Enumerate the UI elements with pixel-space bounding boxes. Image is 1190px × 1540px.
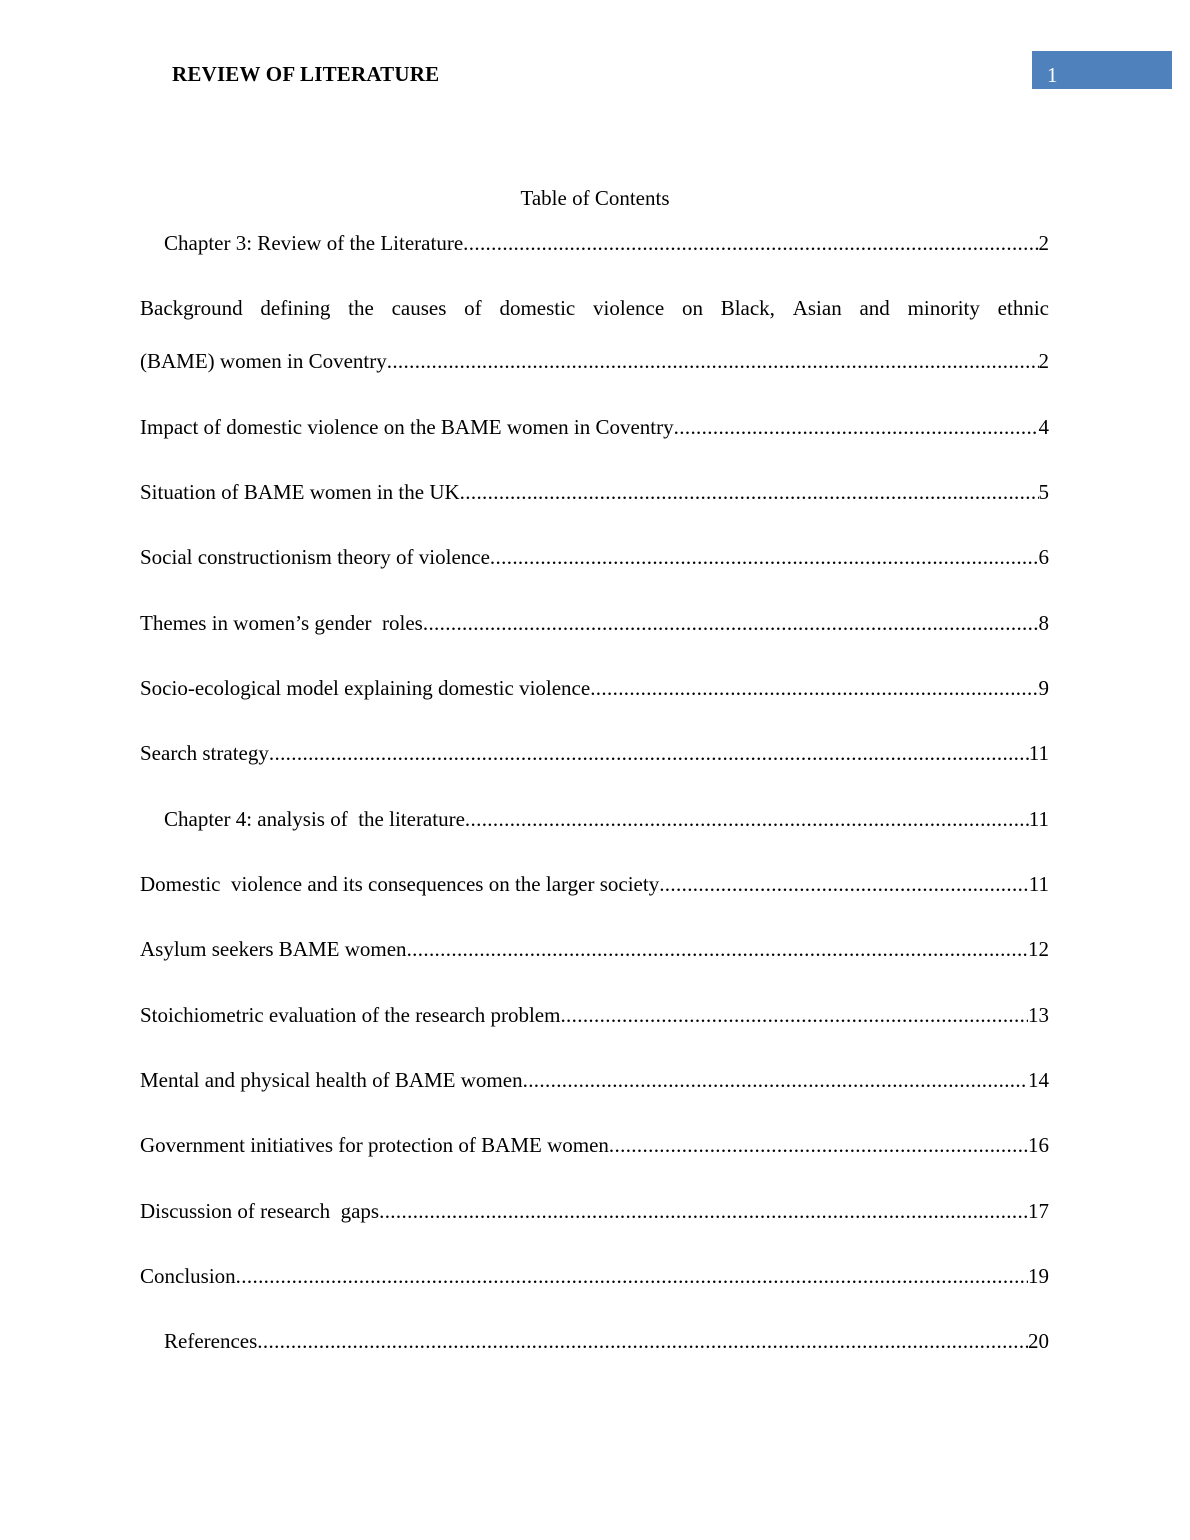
toc-entry-text: Government initiatives for protection of BAME women: [140, 1133, 609, 1157]
toc-entry-background-line2[interactable]: [140, 348, 1049, 374]
toc-entry-text: Domestic violence and its consequences on the larger society: [140, 872, 660, 896]
toc-entry-text: References: [164, 1329, 258, 1353]
toc-leader: [257, 1328, 1028, 1354]
toc-entry-text: Discussion of research gaps: [140, 1199, 380, 1223]
toc-entry-page: 2: [1038, 231, 1049, 255]
toc-entry-text: Social constructionism theory of violence: [140, 545, 490, 569]
toc-entry-page: 12: [1028, 937, 1049, 961]
toc-entry-chapter-3[interactable]: [164, 230, 1049, 256]
toc-entry-references[interactable]: [164, 1328, 1049, 1354]
page-number-box: [1032, 51, 1172, 89]
toc-entry-socio-ecological[interactable]: [140, 675, 1049, 701]
toc-word: and: [859, 296, 890, 320]
toc-entry-text: Situation of BAME women in the UK: [140, 480, 460, 504]
toc-entry-page: 16: [1028, 1133, 1049, 1157]
toc-leader: [465, 806, 1029, 832]
toc-entry-text: Chapter 3: Review of the Literature: [164, 231, 464, 255]
toc-word: Background: [140, 296, 243, 320]
toc-leader: [659, 871, 1029, 897]
toc-word: of: [464, 296, 482, 320]
toc-leader: [379, 1198, 1028, 1224]
toc-entry-page: 4: [1038, 415, 1049, 439]
toc-entry-impact[interactable]: [140, 414, 1049, 440]
toc-leader: [609, 1132, 1028, 1158]
toc-entry-asylum-seekers[interactable]: [140, 936, 1049, 962]
toc-entry-background-line1[interactable]: [140, 295, 1049, 321]
toc-entry-chapter-4[interactable]: [164, 806, 1049, 832]
toc-entry-text: Conclusion: [140, 1264, 236, 1288]
toc-entry-text: Asylum seekers BAME women: [140, 937, 407, 961]
toc-leader: [490, 544, 1039, 570]
toc-entry-text: Socio-ecological model explaining domestic violence: [140, 676, 591, 700]
toc-entry-text: Chapter 4: analysis of the literature: [164, 807, 465, 831]
toc-leader: [463, 230, 1038, 256]
toc-title: Table of Contents: [520, 186, 670, 210]
toc-word: violence: [593, 296, 665, 320]
toc-entry-page: 14: [1028, 1068, 1049, 1092]
toc-entry-page: 19: [1028, 1264, 1049, 1288]
toc-entry-page: 2: [1038, 349, 1049, 373]
toc-word: ethnic: [997, 296, 1049, 320]
toc-leader: [236, 1263, 1028, 1289]
toc-leader: [407, 936, 1028, 962]
toc-entry-text: Impact of domestic violence on the BAME women in Coventry: [140, 415, 674, 439]
toc-word: Black,: [720, 296, 775, 320]
toc-word: domestic: [499, 296, 576, 320]
toc-leader: [269, 740, 1029, 766]
toc-entry-search-strategy[interactable]: [140, 740, 1049, 766]
toc-leader: [560, 1002, 1028, 1028]
toc-leader: [674, 414, 1039, 440]
toc-leader: [387, 348, 1039, 374]
toc-entry-mental-physical-health[interactable]: [140, 1067, 1049, 1093]
toc-entry-text: Stoichiometric evaluation of the research problem: [140, 1003, 561, 1027]
toc-entry-situation[interactable]: [140, 479, 1049, 505]
toc-entry-conclusion[interactable]: [140, 1263, 1049, 1289]
running-header-title: REVIEW OF LITERATURE: [172, 62, 440, 86]
toc-entry-text: Mental and physical health of BAME women: [140, 1068, 523, 1092]
toc-entry-page: 11: [1028, 872, 1049, 896]
toc-word: Asian: [792, 296, 842, 320]
toc-entry-page: 11: [1028, 741, 1049, 765]
toc-word: defining: [260, 296, 331, 320]
toc-leader: [460, 479, 1039, 505]
toc-entry-page: 5: [1038, 480, 1049, 504]
toc-entry-government-initiatives[interactable]: [140, 1132, 1049, 1158]
toc-word: on: [681, 296, 703, 320]
toc-entry-text: (BAME) women in Coventry: [140, 349, 387, 373]
toc-word: causes: [391, 296, 447, 320]
toc-leader: [590, 675, 1038, 701]
toc-word: minority: [907, 296, 980, 320]
toc-entry-text: Search strategy: [140, 741, 269, 765]
toc-word: the: [348, 296, 374, 320]
toc-entry-social-constructionism[interactable]: [140, 544, 1049, 570]
toc-entry-page: 11: [1028, 807, 1049, 831]
toc-entry-research-gaps[interactable]: [140, 1198, 1049, 1224]
toc-entry-page: 20: [1028, 1329, 1049, 1353]
toc-leader: [423, 610, 1039, 636]
toc-entry-page: 17: [1028, 1199, 1049, 1223]
toc-entry-page: 13: [1028, 1003, 1049, 1027]
toc-entry-page: 9: [1038, 676, 1049, 700]
toc-entry-stoichiometric[interactable]: [140, 1002, 1049, 1028]
toc-entry-domestic-violence-consequences[interactable]: [140, 871, 1049, 897]
toc-entry-text: Themes in women’s gender roles: [140, 611, 423, 635]
toc-entry-themes[interactable]: [140, 610, 1049, 636]
toc-entry-page: 8: [1038, 611, 1049, 635]
toc-leader: [523, 1067, 1028, 1093]
toc-entry-page: 6: [1038, 545, 1049, 569]
page-number: 1: [1047, 63, 1058, 87]
